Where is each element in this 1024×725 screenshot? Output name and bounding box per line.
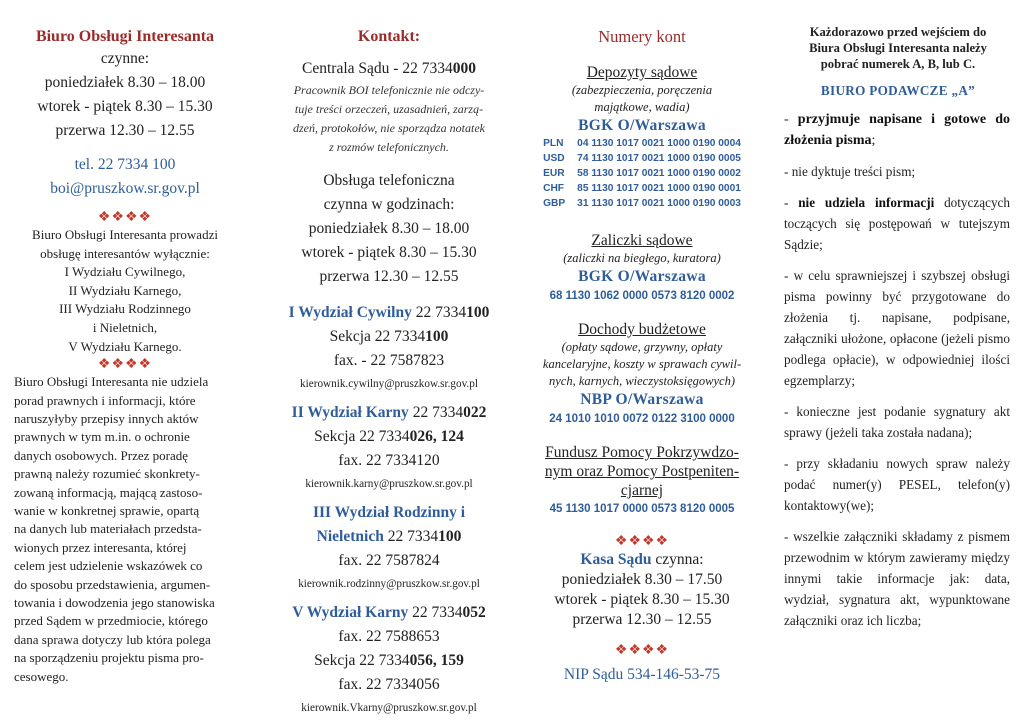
dochody-sub: kancelaryjne, koszty w sprawach cywil-: [542, 357, 742, 371]
w1-phone-suffix: 100: [466, 304, 490, 321]
boi-hours-3: przerwa 12.30 – 12.55: [55, 122, 195, 139]
dochody-bank: NBP O/Warszawa: [580, 391, 704, 408]
w5-phone-suffix: 052: [462, 604, 486, 621]
department-w3: [276, 501, 502, 595]
disclaimer-line: do sposobu przedstawienia, argumen-: [14, 576, 211, 592]
diamond-ornament-icon: ❖❖❖❖: [97, 210, 153, 225]
account-currency: GBP: [543, 198, 566, 209]
department-item: III Wydziału Rodzinnego: [59, 301, 191, 317]
kasa-section: [530, 550, 754, 630]
account-currency: USD: [543, 153, 565, 164]
rule-1-end: ;: [871, 133, 876, 148]
rule-3-rest: dotyczących toczących się postępowań w tutejszym Sądzie;: [784, 195, 1010, 252]
account-number: 31 1130 1017 0021 1000 0190 0003: [577, 198, 741, 209]
account-number: 85 1130 1017 0021 1000 0190 0001: [577, 183, 741, 194]
departments-intro-1: Biuro Obsługi Interesanta prowadzi: [32, 227, 218, 242]
account-row: [541, 151, 743, 166]
disclaimer-line: danych osobowych. Przez poradę: [14, 447, 188, 463]
w5-phone-prefix: 22 7334: [408, 604, 463, 621]
boi-hours-2: wtorek - piątek 8.30 – 15.30: [37, 98, 213, 115]
depozyty-accounts-table: [541, 136, 743, 211]
w1-name: I Wydział Cywilny: [288, 304, 412, 321]
column-accounts: [530, 0, 754, 725]
zaliczki-title: Zaliczki sądowe: [591, 232, 693, 249]
department-item: V Wydziału Karnego.: [68, 338, 182, 354]
disclaimer-line: na danych lub materiałach przedsta-: [14, 521, 202, 537]
boi-header: [14, 26, 236, 201]
rule-dash: -: [784, 112, 798, 127]
disclaimer-line: prawnych w tym m.in. o ochronie: [14, 429, 190, 445]
rule-3-bold: nie udziela informacji: [798, 195, 935, 210]
account-row: [541, 136, 743, 151]
rule-4: - w celu sprawniejszej i szybszej obsługi pisma powinny być przygotowane do złożenia tj. napisane, podpisane, załączniki ułożone, opłacone (jeżeli pismo podlega opłacie), w odpowiedniej ilości egzemplarzy;: [784, 268, 1010, 388]
nip: NIP Sądu 534-146-53-75: [563, 666, 721, 683]
w1-fax: fax. - 22 7587823: [333, 352, 445, 369]
phone-service-line: przerwa 12.30 – 12.55: [319, 268, 459, 285]
kasa-hours: przerwa 12.30 – 12.55: [572, 611, 712, 628]
contact-title: Kontakt:: [357, 28, 421, 45]
w2-email[interactable]: kierownik.karny@pruszkow.sr.gov.pl: [305, 478, 473, 490]
w5-name: V Wydział Karny: [292, 604, 409, 621]
boi-hours-1: poniedziałek 8.30 – 18.00: [44, 74, 206, 91]
w3-name-1: III Wydział Rodzinny i: [312, 504, 466, 521]
rule-dash: -: [784, 195, 799, 210]
boi-title: Biuro Obsługi Interesanta: [35, 28, 215, 45]
w3-phone-suffix: 100: [438, 528, 462, 545]
disclaimer-line: przed Sądem w przedmiocie, którego: [14, 613, 208, 629]
fundusz-title: Fundusz Pomocy Pokrzywdzo-: [545, 444, 739, 461]
note-line: z rozmów telefonicznych.: [329, 140, 449, 154]
disclaimer-line: Biuro Obsługi Interesanta nie udziela: [14, 374, 209, 390]
w5-fax: fax. 22 7588653: [338, 628, 440, 645]
disclaimer-line: naruszyłyby przepisy innych aktów: [14, 410, 199, 426]
rule-1: [784, 109, 1010, 151]
disclaimer-line: zowaną informacją, mającą zastoso-: [14, 484, 203, 500]
w5-sekcja-suffix: 056, 159: [409, 652, 464, 669]
disclaimer-line: porad prawnych i informacji, które: [14, 392, 196, 408]
phone-service-hours: [276, 169, 502, 289]
intro-line: Każdorazowo przed wejściem do: [809, 25, 987, 39]
intro-line: pobrać numerek A, B, lub C.: [820, 57, 976, 71]
accounts-title: Numery kont: [598, 27, 686, 46]
fundusz-title: cjarnej: [620, 482, 664, 499]
account-number: 74 1130 1017 0021 1000 0190 0005: [577, 153, 741, 164]
rule-6: - przy składaniu nowych spraw należy podać numer(y) PESEL, telefon(y) kontaktowy(we);: [784, 456, 1010, 513]
account-row: [541, 196, 743, 211]
zaliczki-bank: BGK O/Warszawa: [578, 268, 706, 285]
dochody-section: [530, 320, 754, 429]
account-row: [541, 166, 743, 181]
department-item: II Wydziału Karnego,: [68, 282, 182, 298]
fundusz-title: nym oraz Pomocy Postpeniten-: [544, 463, 740, 480]
w5-sekcja-prefix: Sekcja 22 7334: [314, 652, 410, 669]
depozyty-title: Depozyty sądowe: [586, 64, 698, 81]
rule-2: - nie dyktuje treści pism;: [784, 164, 916, 179]
zaliczki-sub: (zaliczki na biegłego, kuratora): [563, 251, 721, 265]
w1-email[interactable]: kierownik.cywilny@pruszkow.sr.gov.pl: [300, 378, 478, 390]
w2-name: II Wydział Karny: [291, 404, 409, 421]
disclaimer-line: wanie w konkretnej sprawie, opartą: [14, 503, 200, 518]
account-row: [541, 181, 743, 196]
department-w2: [276, 401, 502, 495]
w2-phone-prefix: 22 7334: [408, 404, 464, 421]
diamond-ornament-icon: ❖❖❖❖: [614, 643, 670, 658]
kasa-hours: poniedziałek 8.30 – 17.50: [561, 571, 723, 588]
disclaimer-line: cesowego.: [14, 668, 69, 684]
w1-phone-prefix: 22 7334: [411, 304, 467, 321]
departments-intro-2: obsługę interesantów wyłącznie:: [40, 245, 210, 261]
w2-fax: fax. 22 7334120: [338, 452, 440, 469]
boi-phone: tel. 22 7334 100: [74, 156, 176, 173]
w3-fax: fax. 22 7587824: [338, 552, 440, 569]
diamond-ornament-icon: ❖❖❖❖: [97, 357, 153, 373]
depozyty-bank: BGK O/Warszawa: [578, 117, 706, 134]
w5-fax-2: fax. 22 7334056: [338, 676, 440, 693]
kasa-suffix: czynna:: [651, 551, 704, 568]
w3-phone-prefix: 22 7334: [383, 528, 439, 545]
column-contact: [276, 0, 502, 725]
w1-sekcja-prefix: Sekcja 22 7334: [329, 328, 426, 345]
boi-email[interactable]: boi@pruszkow.sr.gov.pl: [50, 180, 200, 197]
w2-phone-suffix: 022: [463, 404, 487, 421]
disclaimer-line: celem jest udzielenie wskazówek co: [14, 558, 203, 574]
rule-5: - konieczne jest podanie sygnatury akt sprawy (jeżeli taka została nadana);: [784, 404, 1010, 440]
rules-list: [784, 109, 1012, 631]
phone-service-line: poniedziałek 8.30 – 18.00: [308, 220, 470, 237]
department-item: i Nieletnich,: [92, 319, 158, 335]
zaliczki-section: [530, 231, 754, 306]
w3-name-2: Nieletnich: [316, 528, 384, 545]
w1-sekcja-suffix: 100: [425, 328, 449, 345]
boi-departments: [14, 226, 236, 356]
central-phone-prefix: Centrala Sądu - 22 7334: [302, 60, 453, 77]
note-line: Pracownik BOI telefonicznie nie odczy-: [293, 83, 485, 97]
account-currency: PLN: [543, 138, 564, 149]
depozyty-sub-2: majątkowe, wadia): [594, 100, 690, 114]
fundusz-account: 45 1130 1017 0000 0573 8120 0005: [549, 503, 735, 515]
rule-7: - wszelkie załączniki składamy z pismem przewodnim w którym zawieramy między innymi takie informacje jak: data, wydział, sygnatura akt, wypunktowane załączniki oraz ich liczba;: [784, 529, 1010, 628]
disclaimer-line: prawną należy rozumieć skonkrety-: [14, 466, 200, 482]
intro-line: Biura Obsługi Interesanta należy: [809, 41, 987, 55]
dochody-sub: nych, karnych, wieczystoksięgowych): [548, 374, 736, 388]
disclaimer-line: dana sprawa dotyczy lub która polega: [14, 631, 211, 647]
account-number: 58 1130 1017 0021 1000 0190 0002: [577, 168, 741, 179]
dochody-account: 24 1010 1010 0072 0122 3100 0000: [549, 413, 735, 425]
depozyty-sub-1: (zabezpieczenia, poręczenia: [571, 83, 713, 97]
kasa-hours: wtorek - piątek 8.30 – 15.30: [554, 591, 730, 608]
department-w5: [276, 601, 502, 719]
disclaimer-line: na sporządzeniu projektu pisma pro-: [14, 650, 204, 666]
central-phone: [276, 57, 502, 81]
phone-service-line: Obsługa telefoniczna: [323, 172, 455, 189]
account-number: 04 1130 1017 0021 1000 0190 0004: [577, 138, 741, 149]
disclaimer-line: wionych przez interesanta, której: [14, 539, 187, 555]
central-phone-suffix: 000: [452, 60, 476, 77]
boi-phone-note: [276, 81, 502, 157]
department-w1: [276, 301, 502, 395]
fundusz-section: [530, 443, 754, 519]
biuro-podawcze-title: BIURO PODAWCZE „A”: [820, 83, 976, 98]
w2-sekcja-prefix: Sekcja 22 7334: [314, 428, 410, 445]
column-biuro-podawcze: [784, 0, 1012, 725]
intro: [784, 24, 1012, 72]
w3-email[interactable]: kierownik.rodzinny@pruszkow.sr.gov.pl: [298, 578, 480, 590]
rule-3: [784, 192, 1010, 255]
w5-email[interactable]: kierownik.Vkarny@pruszkow.sr.gov.pl: [301, 702, 477, 714]
account-currency: CHF: [543, 183, 565, 194]
phone-service-line: wtorek - piątek 8.30 – 15.30: [301, 244, 477, 261]
diamond-ornament-icon: ❖❖❖❖: [614, 534, 670, 549]
account-currency: EUR: [543, 168, 565, 179]
department-item: I Wydziału Cywilnego,: [64, 264, 186, 280]
column-boi: [14, 0, 236, 725]
disclaimer-line: towania i dowodzenia jego stanowiska: [14, 595, 215, 611]
zaliczki-account: 68 1130 1062 0000 0573 8120 0002: [549, 290, 735, 302]
phone-service-line: czynna w godzinach:: [323, 196, 455, 213]
boi-hours-label: czynne:: [100, 50, 150, 67]
rule-1-bold: przyjmuje napisane i gotowe do złożenia pisma: [784, 112, 1010, 148]
kasa-label: Kasa Sądu: [580, 551, 652, 568]
boi-disclaimer: [14, 373, 236, 686]
w2-sekcja-suffix: 026, 124: [409, 428, 464, 445]
depozyty-section: [530, 63, 754, 211]
note-line: dzeń, protokołów, nie sporządza notatek: [293, 121, 485, 135]
dochody-sub: (opłaty sądowe, grzywny, opłaty: [561, 340, 723, 354]
dochody-title: Dochody budżetowe: [578, 321, 706, 338]
note-line: tuje treści orzeczeń, uzasadnień, zarzą-: [294, 102, 484, 116]
